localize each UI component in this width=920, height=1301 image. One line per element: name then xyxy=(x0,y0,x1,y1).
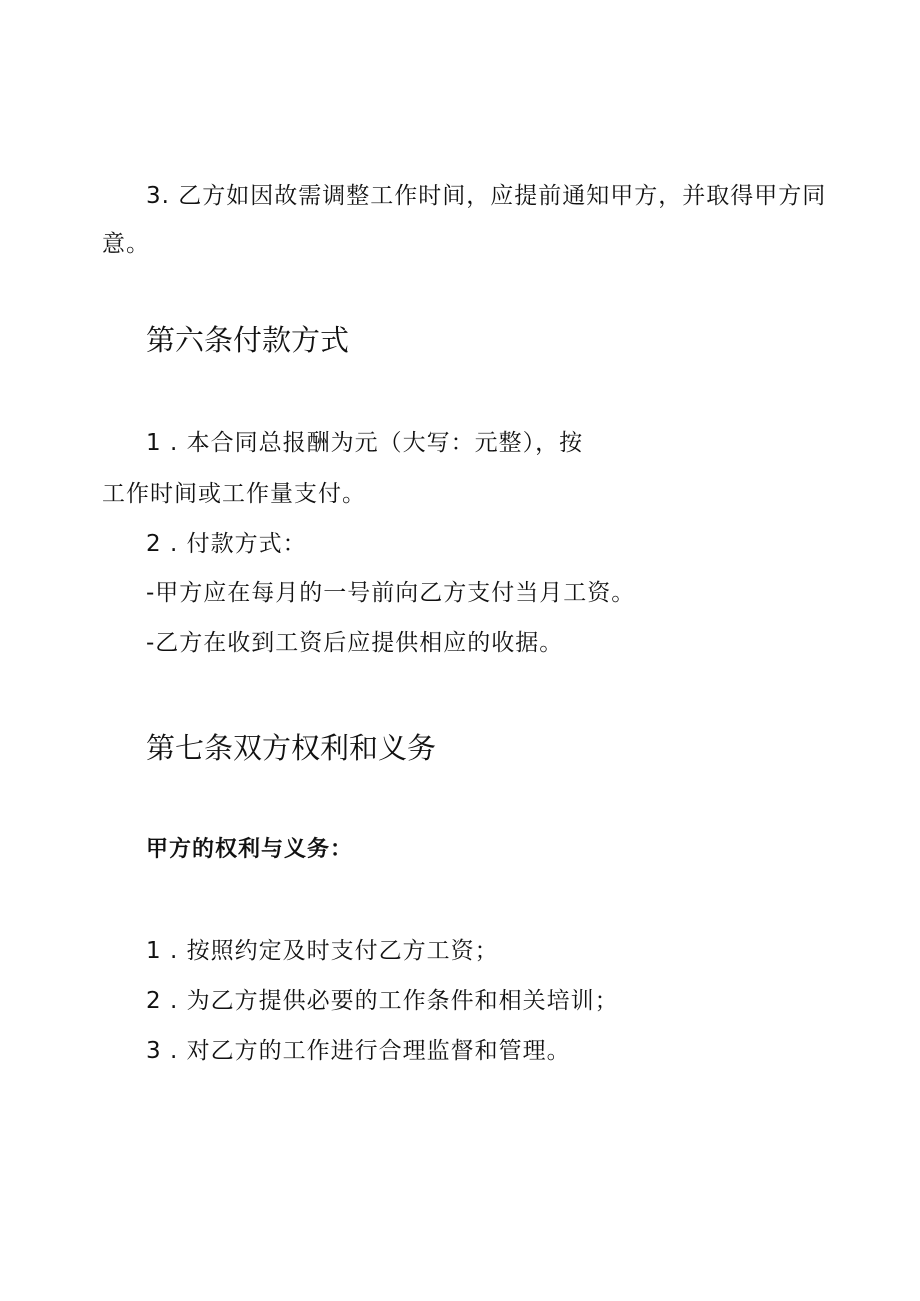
section7-item2: 2 . 为乙方提供必要的工作条件和相关培训； xyxy=(146,988,619,1014)
section6-bullet2: -乙方在收到工资后应提供相应的收据。 xyxy=(146,630,564,656)
section7-subtitle: 甲方的权利与义务： xyxy=(146,837,354,862)
section6-bullet1: -甲方应在每月的一号前向乙方支付当月工资。 xyxy=(146,580,636,606)
section6-item1-line1: 1 . 本合同总报酬为元（大写：元整），按 xyxy=(146,430,584,456)
section7-item3: 3 . 对乙方的工作进行合理监督和管理。 xyxy=(146,1038,571,1064)
section5-item3-line1: 3. 乙方如因故需调整工作时间，应提前通知甲方，并取得甲方同 xyxy=(146,183,827,209)
section6-item2: 2 . 付款方式： xyxy=(146,531,307,557)
section5-item3-line2: 意。 xyxy=(102,231,150,257)
section6-title: 第六条付款方式 xyxy=(146,323,350,357)
section7-item1: 1 . 按照约定及时支付乙方工资； xyxy=(146,938,499,964)
section7-title: 第七条双方权利和义务 xyxy=(146,731,437,765)
section6-item1-line2: 工作时间或工作量支付。 xyxy=(102,481,366,507)
